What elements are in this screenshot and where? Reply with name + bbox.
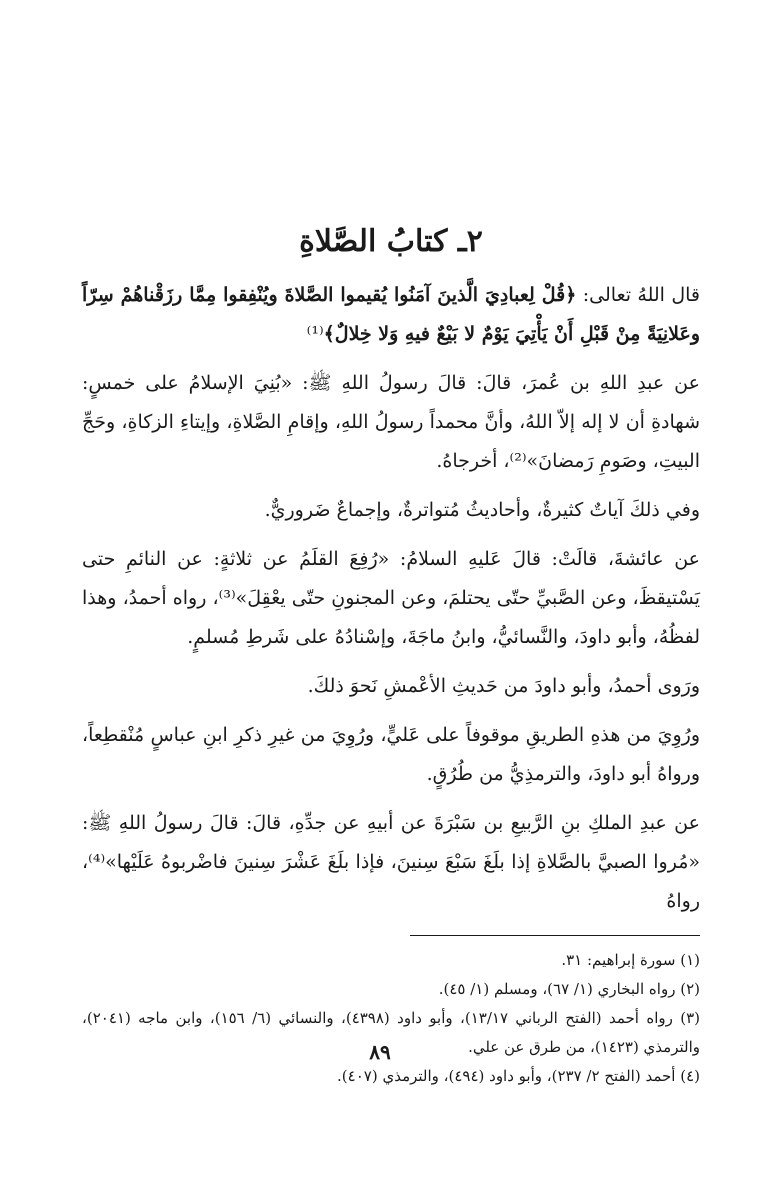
footnote-1: (١) سورة إبراهيم: ٣١. <box>561 951 700 969</box>
footnote-divider <box>410 935 700 936</box>
footnote-2: (٢) رواه البخاري (١/ ٦٧)، ومسلم (١/ ٤٥). <box>438 980 700 998</box>
footnote-3: (٣) رواه أحمد (الفتح الرباني ١٣/١٧)، وأبو داود (٤٣٩٨)، والنسائي (٦/ ١٥٦)، وابن ماجه (٢٠٤١)، والترمذي (١٤٢٣)، من طرق عن علي. <box>82 1009 701 1056</box>
paragraph-hadith-pillars: عن عبدِ اللهِ بن عُمرَ، قالَ: قالَ رسولُ اللهِ ﷺ: «بُنِيَ الإسلامُ على خمسٍ: شهادةِ أن لا إله إلاّ اللهُ، وأنَّ محمداً رسولُ اللهِ، وإقامِ الصَّلاةِ، وإيتاءِ الزكاةِ، وحَجِّ البيتِ، وصَومِ رَمضانَ»⁽²⁾، أخرجاهُ. <box>82 372 700 472</box>
footnotes <box>82 946 700 1091</box>
paragraph-consensus: وفي ذلكَ آياتٌ كثيرةٌ، وأحاديثُ مُتواترةٌ، وإجماعٌ ضَروريٌّ. <box>264 499 700 521</box>
paragraph-mawquf-narration: ورُوِيَ من هذهِ الطريقِ موقوفاً على عَليٍّ، ورُوِيَ من غيرِ ذكرِ ابنِ عباسٍ مُنْقطِعاً، ورواهُ أبو داودَ، والترمذِيُّ من طُرُقٍ. <box>82 724 700 785</box>
paragraph-hadith-sabra: عن عبدِ الملكِ بنِ الرَّبيعِ بن سَبْرَةَ عن أبيهِ عن جدِّهِ، قالَ: قالَ رسولُ اللهِ ﷺ: «مُروا الصبيَّ بالصَّلاةِ إذا بلَغَ سَبْعَ سِنينَ، فإذا بلَغَ عَشْرَ سِنينَ فاضْربوهُ عَلَيْها»⁽⁴⁾، رواهُ <box>82 812 700 912</box>
verse-intro: قال اللهُ تعالى: <box>582 284 701 306</box>
paragraph-ahmad-narration: ورَوى أحمدُ، وأبو داودَ من حَديثِ الأعْمشِ نَحوَ ذلكَ. <box>307 675 700 697</box>
paragraph-hadith-aisha: عن عائشةَ، قالَتْ: قالَ عَليهِ السلامُ: «رُفِعَ القلَمُ عن ثلاثةٍ: عن النائمِ حتى يَسْتيقظَ، وعن الصَّبيِّ حتّى يحتلمَ، وعن المجنونِ حتّى يعْقِلَ»⁽³⁾، رواه أحمدُ، وهذا لفظُهُ، وأبو داودَ، والنَّسائيُّ، وابنُ ماجَةَ، وإسْنادُهُ على شَرطِ مُسلمٍ. <box>82 548 700 648</box>
footnote-ref-1: ⁽¹⁾ <box>306 323 324 345</box>
page-body <box>82 222 700 1091</box>
chapter-title: ٢ـ كتابُ الصَّلاةِ <box>299 224 483 259</box>
footnote-4: (٤) أحمد (الفتح ٢/ ٢٣٧)، وأبو داود (٤٩٤)، والترمذي (٤٠٧). <box>337 1067 700 1085</box>
page-number: ٨٩ <box>369 1040 391 1064</box>
quran-verse: ﴿قُلْ لِعبادِيَ الَّذينَ آمَنُوا يُقيموا الصَّلاةَ ويُنْفِقوا مِمَّا رزَقْناهُمْ سِرّاً وعَلانِيَةً مِنْ قَبْلِ أَنْ يَأْتِيَ يَوْمٌ لا بَيْعٌ فيهِ وَلا خِلالٌ﴾ <box>82 284 700 345</box>
paragraph-quran-verse <box>82 276 700 354</box>
